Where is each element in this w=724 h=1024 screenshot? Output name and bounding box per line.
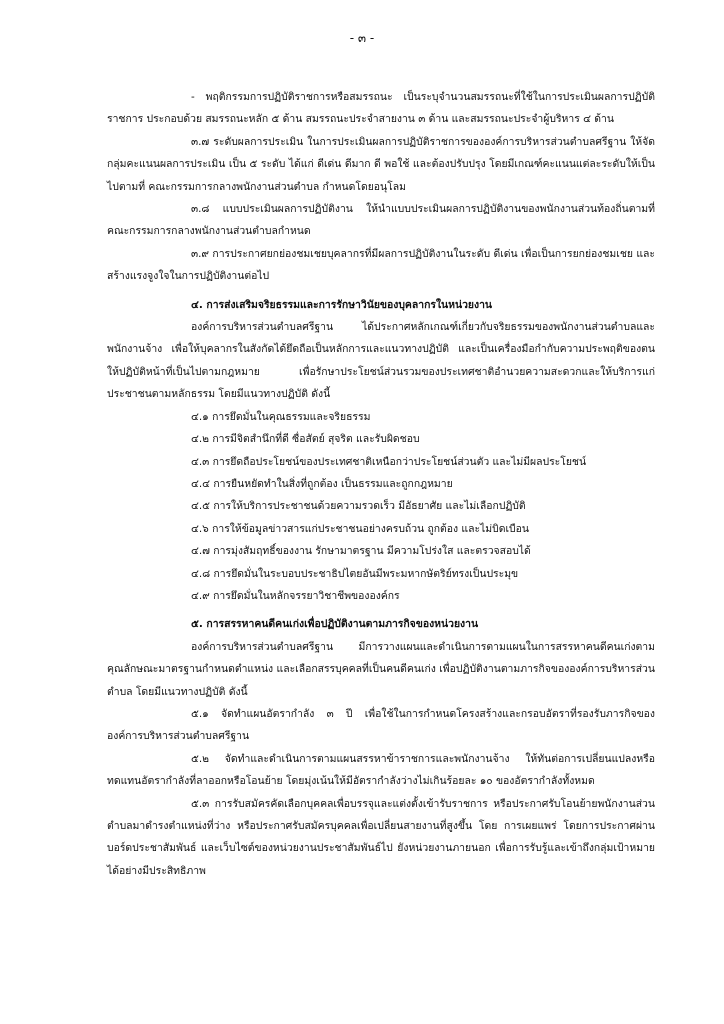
paragraph-5-3: ๕.๓ การรับสมัครคัดเลือกบุคคลเพื่อบรรจุและแต่งตั้งเข้ารับราชการ หรือประกาศรับโอนย้ายพนักงานส่วนตำบลมาดำรงตำแหน่งที่ว่าง หรือประกาศรับสมัครบุคคลเพื่อเปลี่ยนสายงานที่สูงขึ้น โดย การเผยแพร่ โดยการประกาศผ่านบอร์ดประชาสัมพันธ์ และเว็บไซต์ของหน่วยงานประชาสัมพันธ์ไป ยังหน่วยงานภายนอก เพื่อการรับรู้และเข้าถึงกลุ่มเป้าหมายได้อย่างมีประสิทธิภาพ <box>107 797 655 877</box>
paragraph-3-8: ๓.๘ แบบประเมินผลการปฏิบัติงาน ให้นำแบบประเมินผลการปฏิบัติงานของพนักงานส่วนท้องถิ่นตามที่คณะกรรมการกลางพนักงานส่วนตำบลกำหนด <box>107 203 655 238</box>
paragraph-behavior-competency: - พฤติกรรมการปฏิบัติราชการหรือสมรรถนะ เป็นระบุจำนวนสมรรถนะที่ใช้ในการประเมินผลการปฏิบัติราชการ ประกอบด้วย สมรรถนะหลัก ๕ ด้าน สมรรถนะประจำสายงาน ๓ ด้าน และสมรรถนะประจำผู้บริหาร ๔ ด้าน <box>107 91 655 126</box>
list-item-4-1: ๔.๑ การยึดมั่นในคุณธรรมและจริยธรรม <box>191 410 371 423</box>
paragraph-4-intro: องค์การบริหารส่วนตำบลศรีฐาน ได้ประกาศหลักเกณฑ์เกี่ยวกับจริยธรรมของพนักงานส่วนตำบลและพนักงานจ้าง เพื่อให้บุคลากรในสังกัดได้ยึดถือเป็นหลักการและแนวทางปฏิบัติ และเป็นเครื่องมือกำกับความประพฤติของตน ให้ปฏิบัติหน้าที่เป็นไปตามกฎหมาย เพื่อรักษาประโยชน์ส่วนรวมของประเทศชาติอำนวยความสะดวกและให้บริการแก่ประชาชนตามหลักธรรม โดยมีแนวทางปฏิบัติ ดังนี้ <box>107 321 655 401</box>
list-item-4-8: ๔.๘ การยึดมั่นในระบอบประชาธิปไตยอันมีพระมหากษัตริย์ทรงเป็นประมุข <box>191 567 519 580</box>
paragraph-5-1: ๕.๑ จัดทำแผนอัตรากำลัง ๓ ปี เพื่อใช้ในการกำหนดโครงสร้างและกรอบอัตราที่รองรับภารกิจขององค์การบริหารส่วนตำบลศรีฐาน <box>107 707 655 743</box>
list-item-4-5: ๔.๕ การให้บริการประชาชนด้วยความรวดเร็ว มีอัธยาศัย และไม่เลือกปฏิบัติ <box>191 500 526 513</box>
paragraph-3-7: ๓.๗ ระดับผลการประเมิน ในการประเมินผลการปฏิบัติราชการขององค์การบริหารส่วนตำบลศรีฐาน ให้จัดกลุ่มคะแนนผลการประเมิน เป็น ๕ ระดับ ได้แก่ ดีเด่น ดีมาก ดี พอใช้ และต้องปรับปรุง โดยมีเกณฑ์คะแนนแต่ละระดับให้เป็นไปตามที่ คณะกรรมการกลางพนักงานส่วนตำบล กำหนดโดยอนุโลม <box>107 135 655 193</box>
paragraph-5-2: ๕.๒ จัดทำและดำเนินการตามแผนสรรหาข้าราชการและพนักงานจ้าง ให้ทันต่อการเปลี่ยนแปลงหรือทดแทนอัตรากำลังที่ลาออกหรือโอนย้าย โดยมุ่งเน้นให้มีอัตรากำลังว่างไม่เกินร้อยละ ๑๐ ของอัตรากำลังทั้งหมด <box>107 752 655 788</box>
page-number: - ๓ - <box>349 31 375 45</box>
list-item-4-4: ๔.๔ การยืนหยัดทำในสิ่งที่ถูกต้อง เป็นธรรมและถูกกฎหมาย <box>191 477 453 490</box>
document-body <box>107 86 655 882</box>
paragraph-5-intro: องค์การบริหารส่วนตำบลศรีฐาน มีการวางแผนและดำเนินการตามแผนในการสรรหาคนดีคนเก่งตามคุณลักษณะมาตรฐานกำหนดตำแหน่ง และเลือกสรรบุคคลที่เป็นคนดีคนเก่ง เพื่อปฏิบัติงานตามภารกิจขององค์การบริหารส่วนตำบล โดยมีแนวทางปฏิบัติ ดังนี้ <box>107 640 655 698</box>
section-heading-4: ๔. การส่งเสริมจริยธรรมและการรักษาวินัยของบุคลากรในหน่วยงาน <box>191 298 493 311</box>
list-item-4-2: ๔.๒ การมีจิตสำนึกที่ดี ซื่อสัตย์ สุจริต และรับผิดชอบ <box>191 433 420 446</box>
list-item-4-9: ๔.๙ การยึดมั่นในหลักจรรยาวิชาชีพขององค์กร <box>191 589 400 602</box>
list-item-4-3: ๔.๓ การยึดถือประโยชน์ของประเทศชาติเหนือกว่าประโยชน์ส่วนตัว และไม่มีผลประโยชน์ <box>191 455 587 468</box>
section-heading-5: ๕. การสรรหาคนดีคนเก่งเพื่อปฏิบัติงานตามภารกิจของหน่วยงาน <box>191 618 479 631</box>
paragraph-3-9: ๓.๙ การประกาศยกย่องชมเชยบุคลากรที่มีผลการปฏิบัติงานในระดับ ดีเด่น เพื่อเป็นการยกย่องชมเชย และสร้างแรงจูงใจในการปฏิบัติงานต่อไป <box>107 247 655 283</box>
list-item-4-7: ๔.๗ การมุ่งสัมฤทธิ์ของงาน รักษามาตรฐาน มีความโปร่งใส และตรวจสอบได้ <box>191 545 531 558</box>
list-item-4-6: ๔.๖ การให้ข้อมูลข่าวสารแก่ประชาชนอย่างครบถ้วน ถูกต้อง และไม่บิดเบือน <box>191 522 529 535</box>
